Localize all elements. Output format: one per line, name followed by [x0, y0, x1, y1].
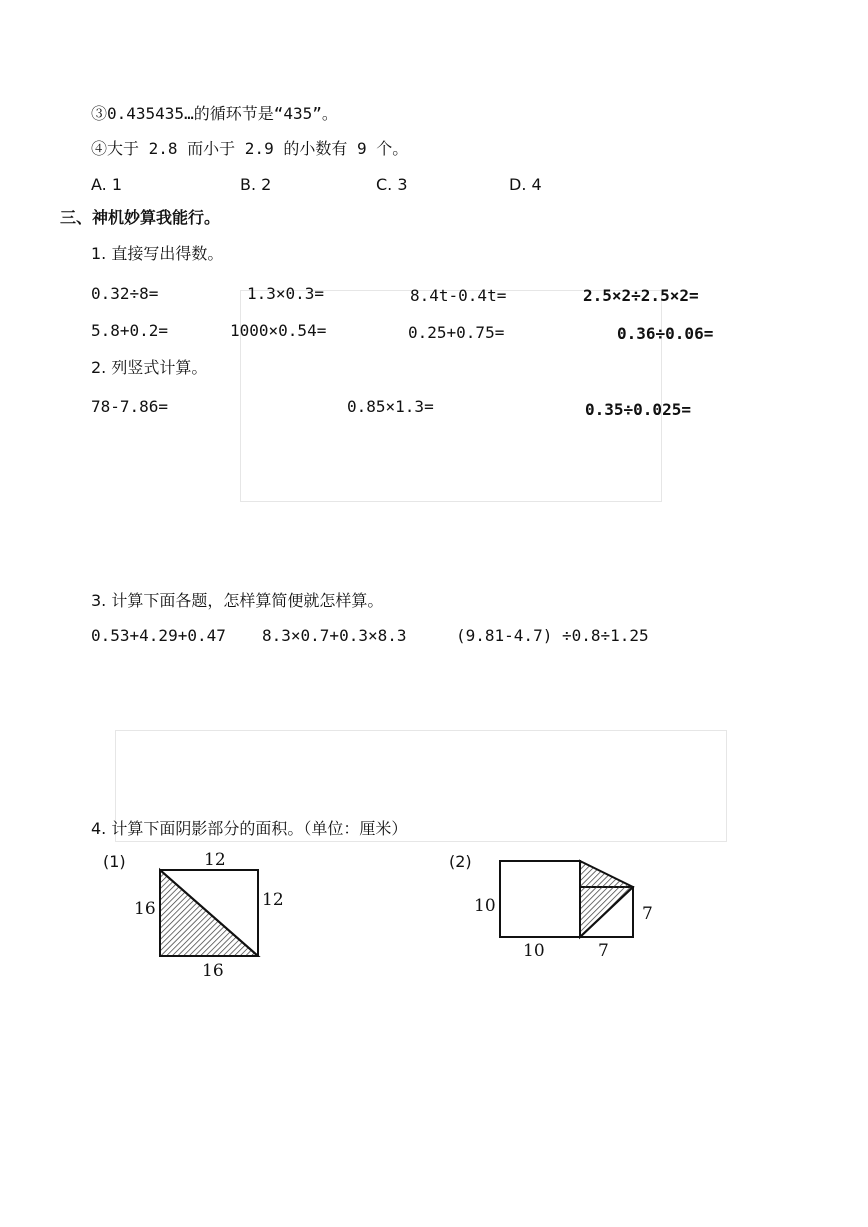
q3-item-2: 8.3×0.7+0.3×8.3	[262, 626, 407, 645]
fig2-diagram	[496, 857, 642, 941]
option-item-3: ③0.435435…的循环节是“435”。	[91, 104, 338, 123]
option-item-4: ④大于 2.8 而小于 2.9 的小数有 9 个。	[91, 139, 409, 158]
fig1-bottom-label: 16	[202, 961, 224, 981]
q2-item-3: 0.35÷0.025=	[585, 400, 691, 419]
fig2-big-square	[500, 861, 580, 937]
q4-title: 4. 计算下面阴影部分的面积。（单位：厘米）	[91, 819, 408, 838]
choice-d: D. 4	[509, 175, 542, 194]
fig1-right-label: 12	[262, 890, 284, 910]
q3-item-1: 0.53+4.29+0.47	[91, 626, 226, 645]
q3-title: 3. 计算下面各题，怎样算简便就怎样算。	[91, 591, 384, 610]
fig1-left-label: 16	[134, 899, 156, 919]
fig1-label: (1)	[103, 852, 126, 871]
fig2-right-label: 7	[642, 904, 653, 924]
q1-r2-c1: 5.8+0.2=	[91, 321, 169, 340]
q1-r2-c4: 0.36÷0.06=	[617, 324, 714, 343]
q3-item-3: (9.81-4.7) ÷0.8÷1.25	[456, 626, 649, 645]
q1-r2-c3: 0.25+0.75=	[408, 323, 505, 342]
q2-item-1: 78-7.86=	[91, 397, 169, 416]
choice-c: C. 3	[376, 175, 408, 194]
q1-r1-c2: 1.3×0.3=	[247, 284, 325, 303]
q1-r1-c4: 2.5×2÷2.5×2=	[583, 286, 699, 305]
q2-title: 2. 列竖式计算。	[91, 358, 208, 377]
q1-r1-c3: 8.4t-0.4t=	[410, 286, 507, 305]
q1-r2-c2: 1000×0.54=	[230, 321, 327, 340]
fig2-bottom-right-label: 7	[598, 941, 609, 961]
q2-item-2: 0.85×1.3=	[347, 397, 434, 416]
fig1-top-label: 12	[204, 850, 226, 870]
q1-r1-c1: 0.32÷8=	[91, 284, 159, 303]
fig1-diagram	[155, 865, 265, 961]
choice-a: A. 1	[91, 175, 123, 194]
fig2-left-label: 10	[474, 896, 496, 916]
fig2-label: (2)	[449, 852, 472, 871]
section-heading: 三、神机妙算我能行。	[60, 208, 221, 227]
choice-b: B. 2	[240, 175, 272, 194]
fig2-bottom-left-label: 10	[523, 941, 545, 961]
q1-title: 1. 直接写出得数。	[91, 244, 224, 263]
